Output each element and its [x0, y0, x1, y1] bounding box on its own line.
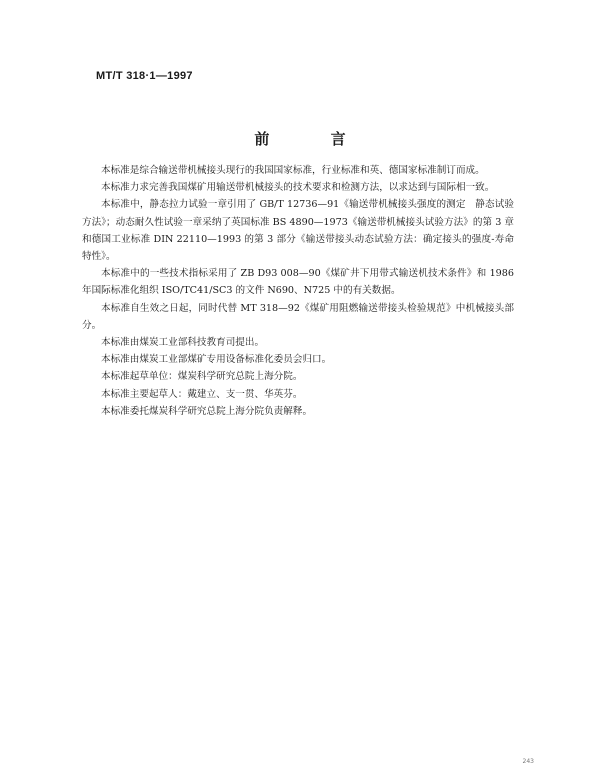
- paragraph: 本标准中的一些技术指标采用了 ZB D93 008—90《煤矿井下用带式输送机技术条件》和 1986 年国际标准化组织 ISO/TC41/SC3 的文件 N690、N725 中的有关数据。: [82, 268, 514, 297]
- paragraph: 本标准中，静态拉力试验一章引用了 GB/T 12736—91《输送带机械接头强度的测定 静态试验方法》；动态耐久性试验一章采纳了英国标准 BS 4890—1973《输送带机械接头试验方法》的第 3 章和德国工业标准 DIN 22110—1993 的第 3 部分《输送带接头动态试验方法：确定接头的强度-寿命特性》。: [82, 199, 514, 263]
- paragraph: 本标准委托煤炭科学研究总院上海分院负责解释。: [101, 405, 313, 417]
- page-number: 243: [522, 758, 534, 765]
- page-title: 前 言: [254, 130, 374, 148]
- paragraph: 本标准自生效之日起，同时代替 MT 318—92《煤矿用阻燃输送带接头检验规范》中机械接头部分。: [82, 302, 514, 331]
- paragraph: 本标准由煤炭工业部煤矿专用设备标准化委员会归口。: [101, 354, 332, 366]
- paragraph: 本标准起草单位：煤炭科学研究总院上海分院。: [101, 371, 303, 383]
- paragraph: 本标准主要起草人：戴建立、支一贯、华英芬。: [101, 388, 303, 400]
- standard-number: MT/T 318·1—1997: [96, 70, 193, 82]
- paragraph: 本标准是综合输送带机械接头现行的我国国家标准，行业标准和英、德国家标准制订而成。: [101, 165, 485, 176]
- document-body: [82, 162, 514, 420]
- paragraph: 本标准由煤炭工业部科技教育司提出。: [101, 337, 265, 349]
- paragraph: 本标准力求完善我国煤矿用输送带机械接头的技术要求和检测方法，以求达到与国际相一致。: [101, 182, 495, 194]
